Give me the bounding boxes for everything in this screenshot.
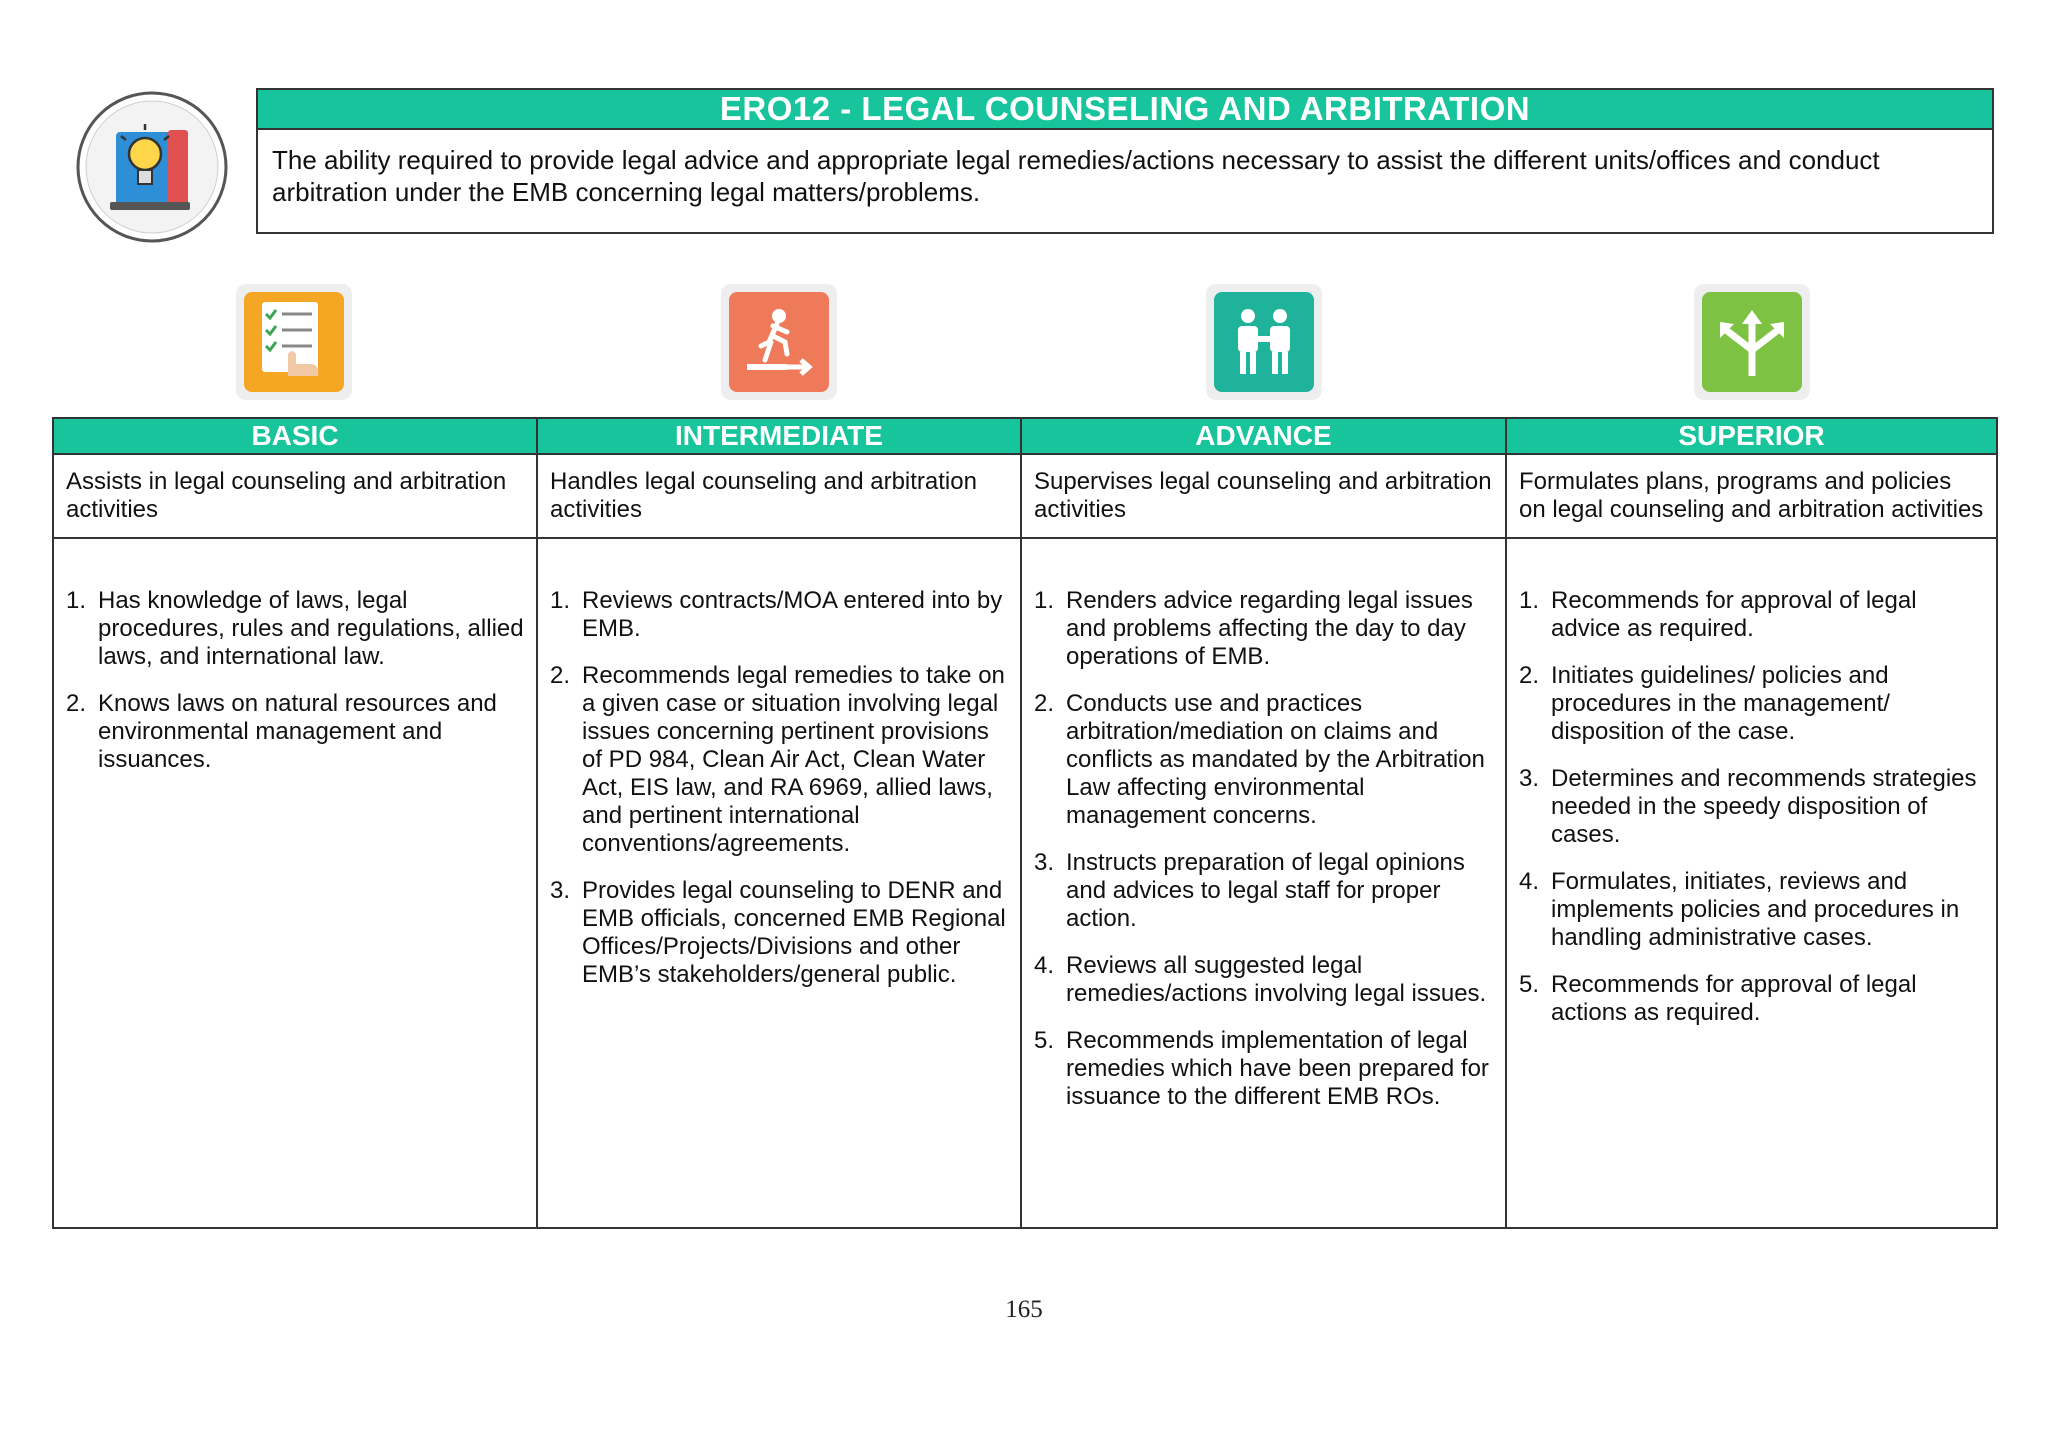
level-header-intermediate: INTERMEDIATE [537, 418, 1021, 454]
list-item: 3. Determines and recommends strategies needed in the speedy disposition of cases. [1519, 765, 1977, 848]
running-exit-icon [717, 280, 841, 404]
list-item: 1. Recommends for approval of legal advice as required. [1519, 587, 1917, 642]
list-item: 4. Formulates, initiates, reviews and implements policies and procedures in handling administrative cases. [1519, 868, 1960, 951]
list-item: 2. Initiates guidelines/ policies and procedures in the management/ disposition of the case. [1519, 662, 1890, 745]
list-item: 5. Recommends for approval of legal actions as required. [1519, 971, 1917, 1026]
list-item: 2. Recommends legal remedies to take on a given case or situation involving legal issues concerning pertinent provisions of PD 984, Clean Air Act, Clean Water Act, EIS law, and RA 6969, allied laws, and pertinent international conventions/agreements. [550, 662, 1005, 857]
level-indicators-row [53, 538, 1997, 1228]
summary-superior: Formulates plans, programs and policies on legal counseling and arbitration activities [1506, 454, 1997, 538]
level-header-basic: BASIC [53, 418, 537, 454]
list-item: 4. Reviews all suggested legal remedies/actions involving legal issues. [1034, 952, 1487, 1007]
list-item: 3. Provides legal counseling to DENR and EMB officials, concerned EMB Regional Offices/Projects/Divisions and other EMB’s stakeholders/general public. [550, 877, 1006, 988]
list-item: 5. Recommends implementation of legal remedies which have been prepared for issuance to the different EMB ROs. [1034, 1027, 1489, 1110]
indicator-list-intermediate [550, 587, 1010, 989]
indicators-basic [53, 538, 537, 1228]
level-header-row [53, 418, 1997, 454]
competency-description: The ability required to provide legal advice and appropriate legal remedies/actions necessary to assist the different units/offices and conduct arbitration under the EMB concerning legal matters/problems. [272, 145, 1880, 207]
list-item: 2. Conducts use and practices arbitration/mediation on claims and conflicts as mandated by the Arbitration Law affecting environmental management concerns. [1034, 690, 1485, 829]
indicator-list-basic [66, 587, 526, 774]
indicators-intermediate [537, 538, 1021, 1228]
summary-intermediate: Handles legal counseling and arbitration activities [537, 454, 1021, 538]
indicators-advance [1021, 538, 1506, 1228]
split-direction-arrows-icon [1690, 280, 1814, 404]
list-item: 3. Instructs preparation of legal opinions and advices to legal staff for proper action. [1034, 849, 1465, 932]
competency-title: ERO12 - LEGAL COUNSELING AND ARBITRATION [258, 90, 1992, 130]
checklist-hand-icon [232, 280, 356, 404]
page-number: 165 [1005, 1296, 1043, 1323]
connected-people-icon [1202, 280, 1326, 404]
list-item: 2. Knows laws on natural resources and environmental management and issuances. [66, 690, 497, 773]
summary-basic: Assists in legal counseling and arbitration activities [53, 454, 537, 538]
list-item: 1. Reviews contracts/MOA entered into by EMB. [550, 587, 1003, 642]
indicator-list-superior [1519, 587, 1986, 1027]
indicator-list-advance [1034, 587, 1495, 1111]
list-item: 1. Has knowledge of laws, legal procedures, rules and regulations, allied laws, and international law. [66, 587, 524, 670]
competency-header [256, 88, 1994, 234]
book-lightbulb-icon [72, 90, 232, 244]
competency-levels-table [52, 417, 1998, 1229]
summary-advance: Supervises legal counseling and arbitration activities [1021, 454, 1506, 538]
level-summary-row [53, 454, 1997, 538]
indicators-superior [1506, 538, 1997, 1228]
level-header-advance: ADVANCE [1021, 418, 1506, 454]
list-item: 1. Renders advice regarding legal issues and problems affecting the day to day operations of EMB. [1034, 587, 1473, 670]
level-header-superior: SUPERIOR [1506, 418, 1997, 454]
